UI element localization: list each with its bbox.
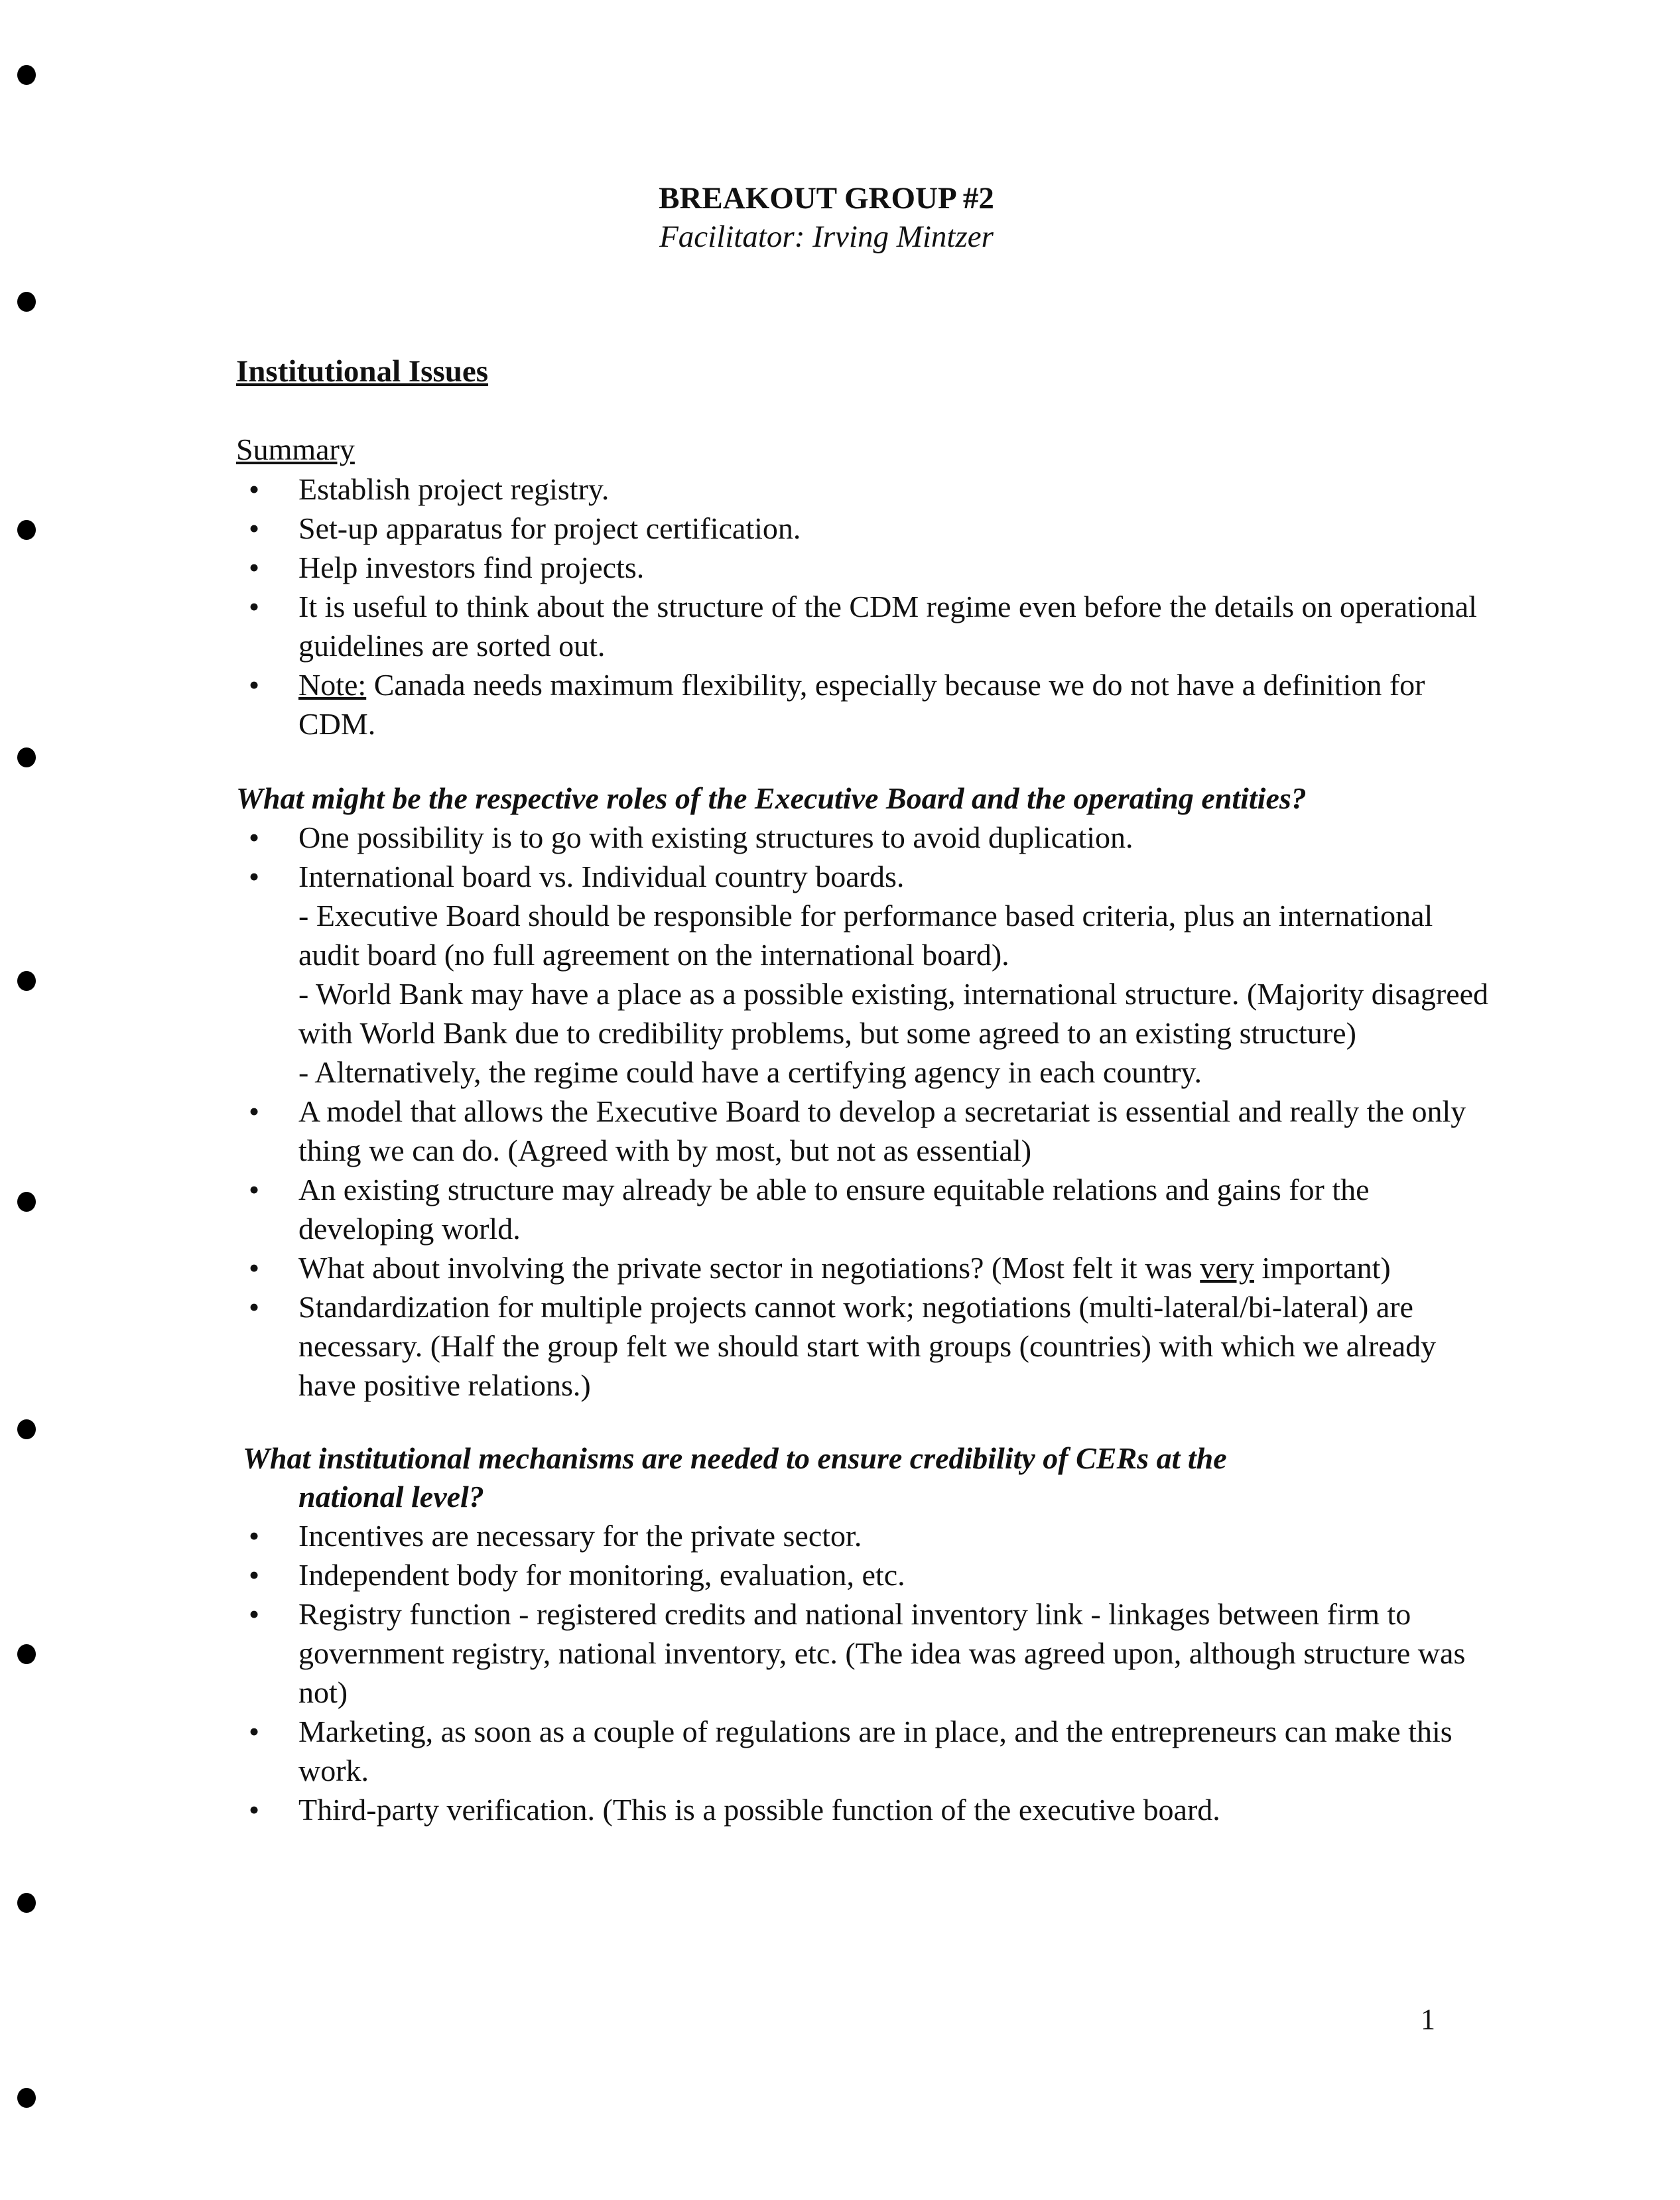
page-title: BREAKOUT GROUP #2 bbox=[659, 181, 994, 216]
punch-hole bbox=[17, 65, 36, 85]
title-block bbox=[296, 179, 1357, 256]
question-line: national level? bbox=[298, 1480, 484, 1514]
list-item bbox=[236, 1248, 1496, 1287]
note-text: Canada needs maximum flexibility, especially because we do not have a definition for CDM. bbox=[298, 668, 1425, 741]
list-item bbox=[236, 1287, 1496, 1405]
list-item-text: One possibility is to go with existing structures to avoid duplication. bbox=[298, 820, 1133, 854]
bullet-icon: • bbox=[248, 820, 260, 854]
list-item bbox=[236, 1790, 1496, 1829]
bullet-icon: • bbox=[248, 1173, 260, 1206]
list-item-text: An existing structure may already be able to ensure equitable relations and gains for the developing world. bbox=[298, 1173, 1370, 1246]
punch-hole bbox=[17, 1893, 36, 1913]
question-heading bbox=[236, 1439, 1496, 1516]
list-item-text: Incentives are necessary for the private sector. bbox=[298, 1519, 862, 1553]
list-item-text: It is useful to think about the structure of the CDM regime even before the details on operational guidelines are sorted out. bbox=[298, 590, 1477, 663]
bullet-icon: • bbox=[248, 1597, 260, 1631]
mechanisms-list bbox=[236, 1516, 1496, 1829]
list-item-text: Third-party verification. (This is a possible function of the executive board. bbox=[298, 1793, 1220, 1827]
list-item-text: Registry function - registered credits and national inventory link - linkages between firm to government registry, national inventory, etc. (The idea was agreed upon, although structure was not) bbox=[298, 1597, 1466, 1709]
question-line: What institutional mechanisms are needed to ensure credibility of CERs at the bbox=[243, 1441, 1227, 1475]
bullet-icon: • bbox=[248, 1558, 260, 1592]
bullet-icon: • bbox=[248, 590, 260, 623]
list-item bbox=[236, 818, 1496, 857]
bullet-icon: • bbox=[248, 1715, 260, 1748]
summary-list bbox=[236, 470, 1496, 744]
bullet-icon: • bbox=[248, 860, 260, 893]
list-item bbox=[236, 509, 1496, 548]
list-item-text: What about involving the private sector in negotiations? (Most felt it was bbox=[298, 1251, 1200, 1285]
bullet-icon: • bbox=[248, 1094, 260, 1128]
list-item-text: International board vs. Individual country boards. bbox=[298, 860, 905, 893]
bullet-icon: • bbox=[248, 668, 260, 702]
punch-hole bbox=[17, 1419, 36, 1439]
list-item bbox=[236, 1170, 1496, 1248]
sub-point: - Alternatively, the regime could have a certifying agency in each country. bbox=[298, 1055, 1202, 1089]
page-content bbox=[236, 179, 1496, 1829]
list-item-text: Set-up apparatus for project certification. bbox=[298, 511, 801, 545]
list-item-text: Establish project registry. bbox=[298, 472, 610, 506]
punch-hole bbox=[17, 971, 36, 991]
sub-point: - World Bank may have a place as a possible existing, international structure. (Majority disagreed with World Bank due to credibility problems, but some agreed to an existing structure) bbox=[298, 977, 1489, 1050]
punch-hole bbox=[17, 747, 36, 767]
list-item bbox=[236, 857, 1496, 1092]
list-item-text: Marketing, as soon as a couple of regulations are in place, and the entrepreneurs can make this work. bbox=[298, 1715, 1453, 1787]
list-item-text: A model that allows the Executive Board to develop a secretariat is essential and really the only thing we can do. (Agreed with by most, but not as essential) bbox=[298, 1094, 1466, 1167]
list-item bbox=[236, 1555, 1496, 1594]
bullet-icon: • bbox=[248, 1793, 260, 1827]
punch-hole bbox=[17, 1644, 36, 1664]
punch-hole bbox=[17, 2088, 36, 2108]
note-label: Note: bbox=[298, 668, 367, 702]
list-item-text: important) bbox=[1254, 1251, 1391, 1285]
list-item bbox=[236, 548, 1496, 587]
list-item bbox=[236, 1712, 1496, 1790]
question-heading: What might be the respective roles of the Executive Board and the operating entities? bbox=[236, 781, 1307, 815]
facilitator-line: Facilitator: Irving Mintzer bbox=[659, 220, 994, 254]
sub-point: - Executive Board should be responsible for performance based criteria, plus an international audit board (no full agreement on the international board). bbox=[298, 899, 1433, 972]
bullet-icon: • bbox=[248, 472, 260, 506]
note-item bbox=[236, 665, 1496, 744]
bullet-icon: • bbox=[248, 1251, 260, 1285]
punch-hole bbox=[17, 292, 36, 312]
page-number: 1 bbox=[1421, 2003, 1435, 2036]
bullet-icon: • bbox=[248, 550, 260, 584]
punch-hole bbox=[17, 1192, 36, 1212]
list-item bbox=[236, 587, 1496, 665]
list-item bbox=[236, 1594, 1496, 1712]
bullet-icon: • bbox=[248, 1519, 260, 1553]
list-item bbox=[236, 1092, 1496, 1170]
section-heading: Institutional Issues bbox=[236, 354, 489, 389]
emphasis-text: very bbox=[1200, 1251, 1254, 1285]
list-item-text: Independent body for monitoring, evaluation, etc. bbox=[298, 1558, 905, 1592]
roles-list bbox=[236, 818, 1496, 1405]
list-item-text: Standardization for multiple projects cannot work; negotiations (multi-lateral/bi-lateral) are necessary. (Half the group felt we should start with groups (countries) with which we already have positive relations.) bbox=[298, 1290, 1437, 1402]
summary-label: Summary bbox=[236, 432, 355, 466]
punch-hole bbox=[17, 520, 36, 540]
bullet-icon: • bbox=[248, 1290, 260, 1324]
list-item-text: Help investors find projects. bbox=[298, 550, 645, 584]
bullet-icon: • bbox=[248, 511, 260, 545]
list-item bbox=[236, 470, 1496, 509]
list-item bbox=[236, 1516, 1496, 1555]
